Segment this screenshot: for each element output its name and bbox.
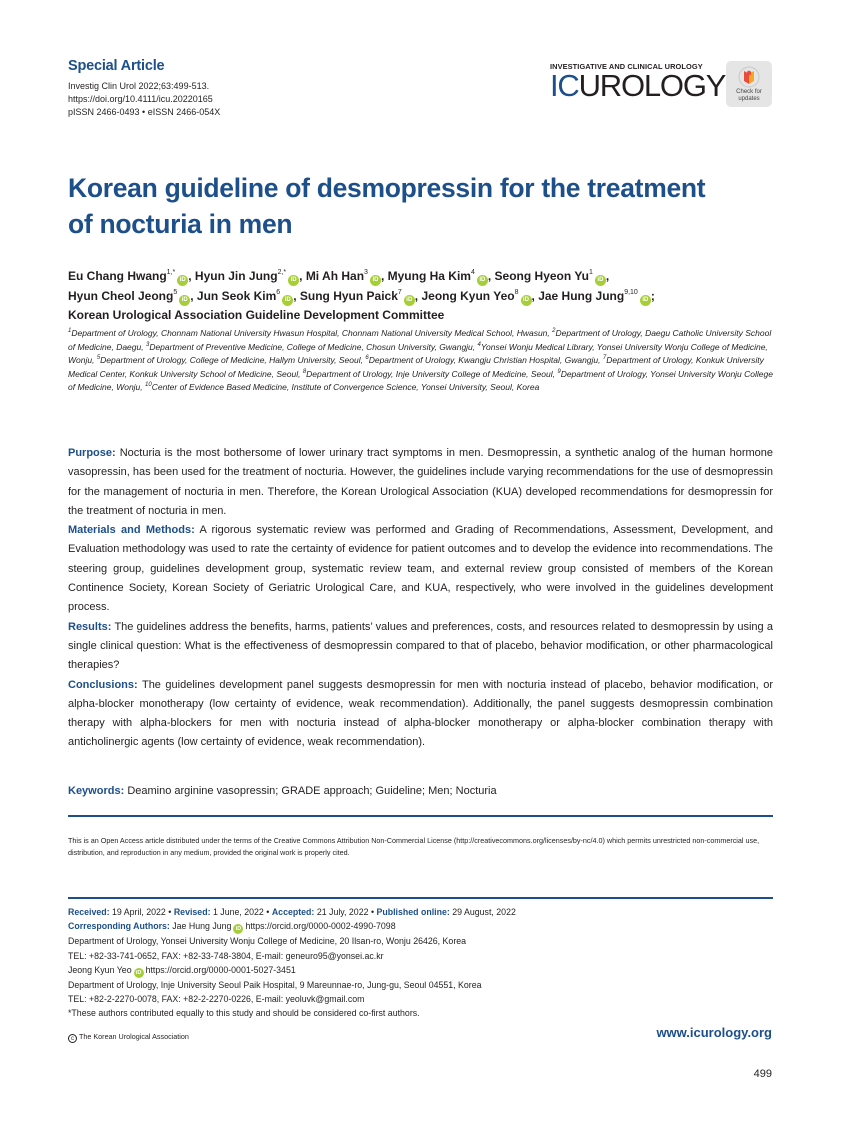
author-sup: 9,10 xyxy=(624,288,638,296)
revised-date: 1 June, 2022 xyxy=(212,907,264,917)
author-sup: 7 xyxy=(397,288,402,296)
published-date: 29 August, 2022 xyxy=(452,907,516,917)
committee-name: Korean Urological Association Guideline Development Committee xyxy=(68,308,445,322)
affil-sup: 5 xyxy=(96,355,101,361)
affil-sup: 3 xyxy=(145,341,150,348)
author1-name: Jae Hung Jung xyxy=(172,921,232,932)
purpose-label: Purpose: xyxy=(68,447,116,459)
affil-sup: 9 xyxy=(557,368,561,375)
keywords-text: Deamino arginine vasopressin; GRADE approach; Guideline; Men; Nocturia xyxy=(127,785,497,797)
orcid-icon[interactable]: iD xyxy=(595,275,606,286)
author-name: Jae Hung Jung xyxy=(538,288,625,303)
published-label: Published online: xyxy=(376,907,450,917)
author1-address: Department of Urology, Yonsei University Wonju College of Medicine, 20 Ilsan-ro, Wonju 26426, Korea xyxy=(68,936,467,947)
page-number: 499 xyxy=(753,1068,772,1080)
affil-text: Department of Urology, Yonsei University Wonju College of Medicine, Wonju, xyxy=(68,368,773,392)
abstract-methods xyxy=(68,521,773,617)
corresponding-label: Corresponding Authors: xyxy=(68,921,170,932)
author2-address: Department of Urology, Inje University Seoul Paik Hospital, 9 Mareunnae-ro, Jung-gu, Seoul 04551, Korea xyxy=(68,979,482,990)
website-link[interactable]: www.icurology.org xyxy=(656,1025,772,1040)
citation: Investig Clin Urol 2022;63:499-513. xyxy=(68,81,210,91)
author-name: Hyun Jin Jung xyxy=(194,269,278,283)
affil-text: Department of Urology, Daegu Catholic University School of Medicine, Daegu, xyxy=(68,328,772,352)
author-sup: 1 xyxy=(589,269,593,276)
author-sup: 8 xyxy=(514,288,519,296)
date-separator: • xyxy=(168,907,172,917)
affil-text: Department of Urology, College of Medicine, Hallym University, Seoul, xyxy=(100,355,366,365)
journal-name-urology: UROLOGY xyxy=(578,68,726,103)
received-date: 19 April, 2022 xyxy=(112,907,166,917)
author1-contact: TEL: +82-33-741-0652, FAX: +82-33-748-3804, E-mail: geneuro95@yonsei.ac.kr xyxy=(68,950,384,961)
author-name: Jun Seok Kim xyxy=(196,288,277,303)
accepted-label: Accepted: xyxy=(271,907,315,917)
abstract-conclusions xyxy=(68,676,773,753)
methods-label: Materials and Methods: xyxy=(68,524,195,537)
affil-text: Department of Preventive Medicine, College of Medicine, Chosun University, Gwangju, xyxy=(149,341,478,352)
copyright xyxy=(68,1032,189,1043)
check-for-updates-button[interactable] xyxy=(726,61,772,107)
keywords-label: Keywords: xyxy=(68,785,125,797)
affil-sup: 1 xyxy=(68,328,72,334)
corresponding-author-1 xyxy=(68,919,773,934)
orcid-icon[interactable]: iD xyxy=(179,295,190,306)
affil-sup: 8 xyxy=(302,368,307,375)
affil-text: Center of Evidence Based Medicine, Institute of Convergence Science, Yonsei University, Seoul, Korea xyxy=(151,382,540,392)
co-first-author-note: *These authors contributed equally to this study and should be considered co-first authors. xyxy=(68,1008,420,1019)
purpose-text: Nocturia is the most bothersome of lower urinary tract symptoms in men. Desmopressin, a synthetic analog of the human hormone vasopressin, has been used for the treatment of nocturia. However, the guidelines include varying recommendations for the use of desmopressin for the management of nocturia in men. Therefore, the Korean Urological Association (KUA) developed recommendations for desmopressin for the treatment of nocturia in men. xyxy=(68,447,773,517)
date-separator: • xyxy=(370,907,375,917)
orcid-icon[interactable]: iD xyxy=(477,275,488,286)
methods-text: A rigorous systematic review was performed and Grading of Recommendations, Assessment, Development, and Evaluation methodology was used to rate the certainty of evidence for patient outcomes and to develop the evidence into recommendations. The steering group, guidelines development group, systematic review team, and external review group consisted of members of the Korean Continence Society, Korean Society of Geriatric Urological Care, and KUA, respectively, who were involved in the guidelines development process. xyxy=(68,524,774,614)
journal-logo xyxy=(550,62,726,103)
article-header xyxy=(68,58,220,119)
copyright-icon: c xyxy=(68,1034,77,1043)
orcid-icon[interactable]: iD xyxy=(282,295,293,306)
divider xyxy=(68,815,773,817)
affil-text: Department of Urology, Inje University College of Medicine, Seoul, xyxy=(306,368,558,379)
article-meta xyxy=(68,80,220,119)
license-notice: This is an Open Access article distributed under the terms of the Creative Commons Attribution Non-Commercial License (http://creativecommons.org/licenses/by-nc/4.0) which permits unrestricted non-commercial use, distribution, and reproduction in any medium, provided the original work is properly cited. xyxy=(68,836,760,857)
author-name: Mi Ah Han xyxy=(305,269,365,283)
orcid-icon[interactable]: iD xyxy=(134,968,144,978)
affiliations xyxy=(68,327,773,395)
orcid-icon[interactable]: iD xyxy=(521,295,532,306)
author2-contact: TEL: +82-2-2270-0078, FAX: +82-2-2270-0226, E-mail: yeoluvk@gmail.com xyxy=(68,994,365,1005)
author-name: Seong Hyeon Yu xyxy=(494,269,589,283)
conclusions-text: The guidelines development panel suggests desmopressin for men with nocturia instead of placebo, behavior modification, or alpha-blocker monotherapy (low certainty of evidence, weak recommendation). Additionally, the panel suggests desmopressin combination therapy with alpha-blockers for men with nocturia instead of alpha-blocker monotherapy or alpha-blocker combination therapy with anticholinergic agents (low certainty of evidence, weak recommendation). xyxy=(68,678,773,749)
corresponding-author-2 xyxy=(68,963,773,978)
journal-name-ic: IC xyxy=(550,68,579,103)
author1-orcid-link[interactable]: https://orcid.org/0000-0002-4990-7098 xyxy=(245,921,396,932)
affil-sup: 10 xyxy=(145,382,152,388)
orcid-icon[interactable]: iD xyxy=(288,275,299,286)
results-text: The guidelines address the benefits, harms, patients’ values and preferences, costs, and resources related to desmopressin by using a single clinical question: What is the effectiveness of desmopressin compared to that of placebo, behavior modification, or other pharmacological therapies? xyxy=(68,620,774,672)
author-name: Jeong Kyun Yeo xyxy=(421,288,515,303)
issn: pISSN 2466-0493 • eISSN 2466-054X xyxy=(68,107,221,117)
author-sup: 1,* xyxy=(166,269,176,276)
affil-sup: 7 xyxy=(602,355,607,361)
affil-sup: 4 xyxy=(477,341,481,348)
orcid-icon[interactable]: iD xyxy=(233,924,243,934)
author-name: Hyun Cheol Jeong xyxy=(68,288,174,303)
doi-link[interactable]: https://doi.org/10.4111/icu.20220165 xyxy=(68,94,213,104)
affil-text: Yonsei Wonju Medical Library, Yonsei University Wonju College of Medicine, Wonju, xyxy=(68,341,768,365)
author-sup: 2,* xyxy=(277,269,287,276)
journal-name xyxy=(550,68,726,103)
conclusions-label: Conclusions: xyxy=(68,678,138,691)
copyright-text: The Korean Urological Association xyxy=(79,1032,189,1041)
author-sup: 6 xyxy=(276,288,281,296)
abstract-results xyxy=(68,618,773,676)
orcid-icon[interactable]: iD xyxy=(404,295,415,306)
correspondence-block xyxy=(68,905,773,1021)
author-name: Eu Chang Hwang xyxy=(68,269,167,283)
affil-sup: 6 xyxy=(365,355,369,361)
journal-tagline: INVESTIGATIVE AND CLINICAL UROLOGY xyxy=(550,62,703,71)
accepted-date: 21 July, 2022 xyxy=(316,907,369,917)
orcid-icon[interactable]: iD xyxy=(640,295,651,306)
divider xyxy=(68,897,773,899)
orcid-icon[interactable]: iD xyxy=(177,275,188,286)
results-label: Results: xyxy=(68,620,112,633)
article-dates xyxy=(68,905,773,919)
orcid-icon[interactable]: iD xyxy=(370,275,381,286)
abstract xyxy=(68,444,773,753)
author-name: Sung Hyun Paick xyxy=(299,288,398,303)
check-line2: updates xyxy=(738,96,760,102)
affil-text: Department of Urology, Kwangju Christian Hospital, Gwangju, xyxy=(368,355,603,365)
article-title: Korean guideline of desmopressin for the treatment of nocturia in men xyxy=(68,173,706,239)
author-sup: 3 xyxy=(364,269,368,276)
check-for-updates-label xyxy=(726,89,772,103)
keywords xyxy=(68,782,773,800)
bookmark-icon xyxy=(738,66,760,88)
affil-text: Department of Urology, Konkuk University Medical Center, Konkuk University School of Medicine, Seoul, xyxy=(68,355,764,379)
affil-text: Department of Urology, Chonnam National University Hwasun Hospital, Chonnam National University Medical School, Hwasun, xyxy=(71,328,553,338)
author-sup: 5 xyxy=(173,288,178,296)
article-type: Special Article xyxy=(68,58,165,74)
abstract-purpose xyxy=(68,444,773,521)
author2-name: Jeong Kyun Yeo xyxy=(68,964,132,975)
author-line-1: Eu Chang Hwang$^{1,*}$iD , Hyun Jin Jung$^{2,*}$iD , Mi Ah Han$^3$iD , Myung Ha Kim$^4$iD , Seong Hyeon Yu$^1$iD , xyxy=(68,267,768,287)
author2-orcid-link[interactable]: https://orcid.org/0000-0001-5027-3451 xyxy=(145,964,296,975)
author-sup: 4 xyxy=(470,269,475,276)
date-separator: • xyxy=(266,907,270,917)
author-line-2: Hyun Cheol Jeong$^5$iD , Jun Seok Kim$^6$iD , Sung Hyun Paick$^7$iD , Jeong Kyun Yeo$^8$iD , Jae Hung Jung$^{9,10}$iD ; xyxy=(68,287,768,307)
author-name: Myung Ha Kim xyxy=(387,269,471,283)
author-list xyxy=(68,267,768,326)
received-label: Received: xyxy=(68,907,110,917)
revised-label: Revised: xyxy=(173,907,211,917)
check-line1: Check for xyxy=(736,89,762,95)
affil-sup: 2 xyxy=(552,328,556,334)
